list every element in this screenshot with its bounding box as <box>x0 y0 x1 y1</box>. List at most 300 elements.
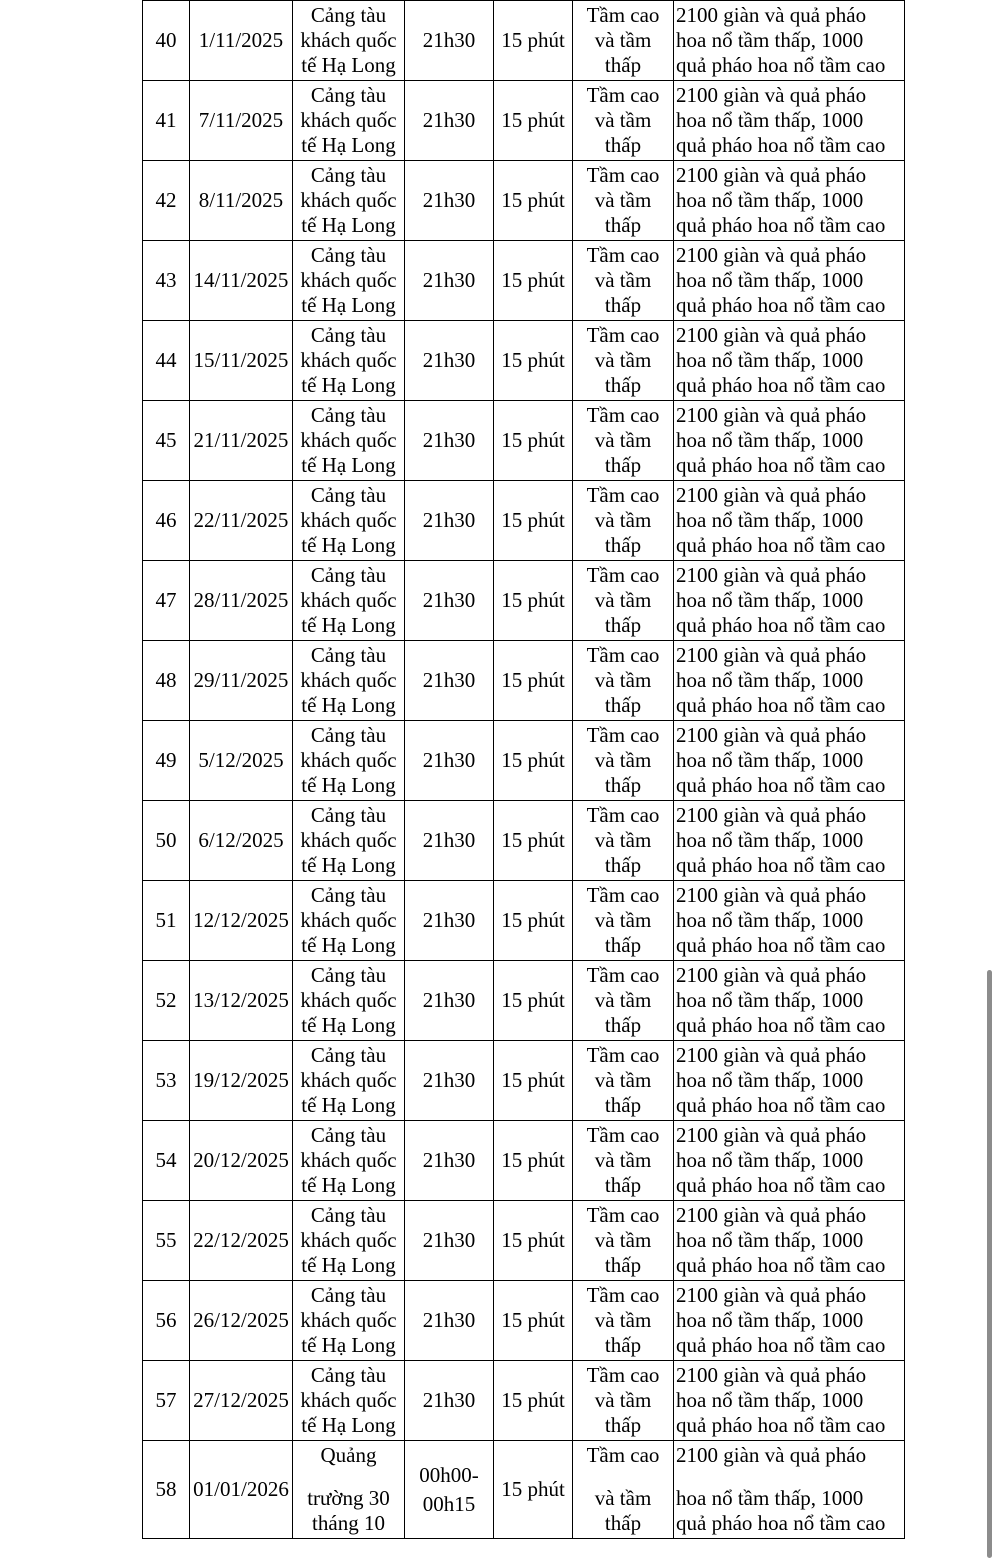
date-cell: 15/11/2025 <box>190 321 293 401</box>
table-row <box>143 881 905 961</box>
venue-cell-line: Cảng tàu <box>310 1283 387 1307</box>
venue-cell-line: tế Hạ Long <box>301 933 396 957</box>
venue-cell-line: khách quốc <box>300 508 397 532</box>
row-number-cell: 52 <box>143 961 190 1041</box>
venue-cell <box>293 1281 405 1361</box>
type-cell-line: Tầm cao <box>586 563 660 587</box>
date-cell: 7/11/2025 <box>190 81 293 161</box>
type-cell-line: và tầm <box>594 188 652 212</box>
venue-cell <box>293 401 405 481</box>
date-cell: 22/11/2025 <box>190 481 293 561</box>
table-row <box>143 481 905 561</box>
type-cell-line: Tầm cao <box>586 1203 660 1227</box>
type-cell-line: Tầm cao <box>586 403 660 427</box>
type-cell-line: Tầm cao <box>586 1363 660 1387</box>
description-cell <box>674 161 905 241</box>
type-cell-line: Tầm cao <box>586 163 660 187</box>
type-cell-line: và tầm <box>594 28 652 52</box>
row-number-cell: 41 <box>143 81 190 161</box>
table-row <box>143 401 905 481</box>
time-cell <box>405 1441 494 1539</box>
type-cell-line: Tầm cao <box>586 723 660 747</box>
time-cell-line: 21h30 <box>422 748 476 772</box>
duration-cell: 15 phút <box>494 1041 573 1121</box>
table-row <box>143 641 905 721</box>
description-cell-line: 2100 giàn và quả pháo <box>676 803 867 827</box>
type-cell-line: thấp <box>604 613 642 637</box>
venue-cell-line: Cảng tàu <box>310 403 387 427</box>
table-row <box>143 1121 905 1201</box>
type-cell-line: và tầm <box>594 1308 652 1332</box>
row-number-cell: 46 <box>143 481 190 561</box>
description-cell <box>674 1441 905 1539</box>
description-cell-line: quả pháo hoa nổ tầm cao <box>676 773 886 797</box>
description-cell-line: 2100 giàn và quả pháo <box>676 323 867 347</box>
type-cell-line: thấp <box>604 1413 642 1437</box>
description-cell-line: quả pháo hoa nổ tầm cao <box>676 853 886 877</box>
venue-cell-line: khách quốc <box>300 828 397 852</box>
date-cell: 27/12/2025 <box>190 1361 293 1441</box>
description-cell <box>674 961 905 1041</box>
time-cell <box>405 1121 494 1201</box>
duration-cell: 15 phút <box>494 241 573 321</box>
type-cell-line: Tầm cao <box>586 83 660 107</box>
duration-cell: 15 phút <box>494 1441 573 1539</box>
type-cell <box>573 961 674 1041</box>
description-cell <box>674 1041 905 1121</box>
type-cell <box>573 1201 674 1281</box>
venue-cell-line: Cảng tàu <box>310 723 387 747</box>
time-cell-line: 21h30 <box>422 1308 476 1332</box>
venue-cell-line: Cảng tàu <box>310 243 387 267</box>
type-cell-line: Tầm cao <box>586 1123 660 1147</box>
description-cell-line: quả pháo hoa nổ tầm cao <box>676 1013 886 1037</box>
type-cell <box>573 161 674 241</box>
venue-cell-line: Cảng tàu <box>310 483 387 507</box>
type-cell-line: thấp <box>604 1333 642 1357</box>
description-cell <box>674 801 905 881</box>
venue-cell <box>293 241 405 321</box>
venue-cell <box>293 801 405 881</box>
scrollbar-thumb[interactable] <box>987 970 992 1558</box>
time-cell <box>405 961 494 1041</box>
type-cell-line: thấp <box>604 1511 642 1535</box>
date-cell: 22/12/2025 <box>190 1201 293 1281</box>
type-cell-line: thấp <box>604 1253 642 1277</box>
type-cell <box>573 1441 674 1539</box>
time-cell <box>405 1 494 81</box>
type-cell-line: Tầm cao <box>586 1283 660 1307</box>
row-number-cell: 43 <box>143 241 190 321</box>
description-cell-line: 2100 giàn và quả pháo <box>676 1283 867 1307</box>
venue-cell <box>293 1121 405 1201</box>
table-row <box>143 1441 905 1539</box>
type-cell <box>573 1361 674 1441</box>
venue-cell <box>293 881 405 961</box>
venue-cell-line: tế Hạ Long <box>301 373 396 397</box>
type-cell-line: thấp <box>604 853 642 877</box>
description-cell-line: hoa nổ tầm thấp, 1000 <box>676 1308 864 1332</box>
type-cell-line: và tầm <box>594 588 652 612</box>
description-cell-line: 2100 giàn và quả pháo <box>676 483 867 507</box>
row-number-cell: 51 <box>143 881 190 961</box>
type-cell-line: và tầm <box>594 828 652 852</box>
description-cell-line: quả pháo hoa nổ tầm cao <box>676 53 886 77</box>
venue-cell-line: Cảng tàu <box>310 1123 387 1147</box>
description-cell-line: hoa nổ tầm thấp, 1000 <box>676 668 864 692</box>
row-number-cell: 53 <box>143 1041 190 1121</box>
type-cell-line: thấp <box>604 1173 642 1197</box>
fireworks-schedule-table <box>142 0 905 1539</box>
venue-cell-line: khách quốc <box>300 28 397 52</box>
venue-cell <box>293 721 405 801</box>
duration-cell: 15 phút <box>494 1 573 81</box>
time-cell <box>405 161 494 241</box>
duration-cell: 15 phút <box>494 81 573 161</box>
date-cell: 6/12/2025 <box>190 801 293 881</box>
venue-cell <box>293 1041 405 1121</box>
type-cell <box>573 801 674 881</box>
duration-cell: 15 phút <box>494 561 573 641</box>
description-cell-line: quả pháo hoa nổ tầm cao <box>676 1413 886 1437</box>
venue-cell-line: tế Hạ Long <box>301 1333 396 1357</box>
duration-cell: 15 phút <box>494 401 573 481</box>
description-cell <box>674 241 905 321</box>
type-cell-line: thấp <box>604 293 642 317</box>
time-cell-line: 21h30 <box>422 908 476 932</box>
description-cell-line: 2100 giàn và quả pháo <box>676 163 867 187</box>
type-cell-line: và tầm <box>594 1228 652 1252</box>
type-cell-line: Tầm cao <box>586 1043 660 1067</box>
venue-cell-line: Cảng tàu <box>310 83 387 107</box>
venue-cell-line: khách quốc <box>300 668 397 692</box>
venue-cell <box>293 961 405 1041</box>
time-cell <box>405 481 494 561</box>
row-number-cell: 50 <box>143 801 190 881</box>
description-cell-line: 2100 giàn và quả pháo <box>676 1363 867 1387</box>
venue-cell-line: khách quốc <box>300 748 397 772</box>
duration-cell: 15 phút <box>494 641 573 721</box>
type-cell-line: và tầm <box>594 908 652 932</box>
type-cell-line: Tầm cao <box>586 483 660 507</box>
time-cell <box>405 881 494 961</box>
time-cell-line: 21h30 <box>422 348 476 372</box>
row-number-cell: 44 <box>143 321 190 401</box>
venue-cell-line: Cảng tàu <box>310 1363 387 1387</box>
description-cell-line: hoa nổ tầm thấp, 1000 <box>676 268 864 292</box>
duration-cell: 15 phút <box>494 961 573 1041</box>
venue-cell <box>293 1441 405 1539</box>
time-cell <box>405 81 494 161</box>
description-cell-line: hoa nổ tầm thấp, 1000 <box>676 108 864 132</box>
table-row <box>143 1 905 81</box>
description-cell-line: quả pháo hoa nổ tầm cao <box>676 213 886 237</box>
table-row <box>143 1041 905 1121</box>
venue-cell-line: khách quốc <box>300 428 397 452</box>
description-cell-line: hoa nổ tầm thấp, 1000 <box>676 588 864 612</box>
table-row <box>143 161 905 241</box>
duration-cell: 15 phút <box>494 1121 573 1201</box>
type-cell <box>573 1 674 81</box>
description-cell <box>674 721 905 801</box>
venue-cell-line: tế Hạ Long <box>301 1413 396 1437</box>
description-cell <box>674 481 905 561</box>
description-cell-line: hoa nổ tầm thấp, 1000 <box>676 348 864 372</box>
time-cell <box>405 1201 494 1281</box>
description-cell <box>674 321 905 401</box>
time-cell-line: 21h30 <box>422 188 476 212</box>
description-cell-line: quả pháo hoa nổ tầm cao <box>676 533 886 557</box>
type-cell-line: và tầm <box>594 1148 652 1172</box>
description-cell <box>674 1361 905 1441</box>
time-cell-line: 21h30 <box>422 588 476 612</box>
venue-cell-line: khách quốc <box>300 988 397 1012</box>
table-row <box>143 1361 905 1441</box>
type-cell-line: thấp <box>604 933 642 957</box>
time-cell <box>405 1281 494 1361</box>
venue-cell <box>293 481 405 561</box>
date-cell: 20/12/2025 <box>190 1121 293 1201</box>
venue-cell-line: khách quốc <box>300 188 397 212</box>
time-cell-line: 21h30 <box>422 828 476 852</box>
duration-cell: 15 phút <box>494 321 573 401</box>
description-cell-line: hoa nổ tầm thấp, 1000 <box>676 28 864 52</box>
type-cell-line: thấp <box>604 773 642 797</box>
time-cell-line: 21h30 <box>422 508 476 532</box>
row-number-cell: 55 <box>143 1201 190 1281</box>
table-row <box>143 961 905 1041</box>
description-cell-line: 2100 giàn và quả pháo <box>676 883 867 907</box>
description-cell-line: quả pháo hoa nổ tầm cao <box>676 693 886 717</box>
description-cell-line: 2100 giàn và quả pháo <box>676 1043 867 1067</box>
type-cell <box>573 1041 674 1121</box>
type-cell-line: thấp <box>604 533 642 557</box>
date-cell: 13/12/2025 <box>190 961 293 1041</box>
description-cell <box>674 561 905 641</box>
table-row <box>143 321 905 401</box>
row-number-cell: 48 <box>143 641 190 721</box>
table-body <box>143 1 905 1539</box>
venue-cell-line: Cảng tàu <box>310 563 387 587</box>
row-number-cell: 49 <box>143 721 190 801</box>
description-cell-line: hoa nổ tầm thấp, 1000 <box>676 1068 864 1092</box>
venue-cell-line: khách quốc <box>300 908 397 932</box>
table-row <box>143 801 905 881</box>
date-cell: 26/12/2025 <box>190 1281 293 1361</box>
date-cell: 1/11/2025 <box>190 1 293 81</box>
row-number-cell: 58 <box>143 1441 190 1539</box>
time-cell-line: 21h30 <box>422 108 476 132</box>
description-cell <box>674 401 905 481</box>
time-cell-line: 21h30 <box>422 1228 476 1252</box>
type-cell-line: Tầm cao <box>586 963 660 987</box>
venue-cell-line: tế Hạ Long <box>301 773 396 797</box>
venue-cell-line: tế Hạ Long <box>301 533 396 557</box>
type-cell-line: và tầm <box>594 748 652 772</box>
date-cell: 19/12/2025 <box>190 1041 293 1121</box>
venue-cell-line: tế Hạ Long <box>301 53 396 77</box>
type-cell-line: thấp <box>604 453 642 477</box>
venue-cell <box>293 321 405 401</box>
description-cell-line: quả pháo hoa nổ tầm cao <box>676 373 886 397</box>
venue-cell-line: tế Hạ Long <box>301 213 396 237</box>
venue-cell-line: tế Hạ Long <box>301 1253 396 1277</box>
time-cell-line: 21h30 <box>422 988 476 1012</box>
description-cell-line: quả pháo hoa nổ tầm cao <box>676 1093 886 1117</box>
description-cell-line: quả pháo hoa nổ tầm cao <box>676 613 886 637</box>
type-cell-line: thấp <box>604 693 642 717</box>
venue-cell-line: tế Hạ Long <box>301 1173 396 1197</box>
time-cell <box>405 1361 494 1441</box>
duration-cell: 15 phút <box>494 481 573 561</box>
type-cell-line: và tầm <box>594 348 652 372</box>
time-cell-line: 21h30 <box>422 268 476 292</box>
type-cell-line: thấp <box>604 213 642 237</box>
type-cell <box>573 321 674 401</box>
row-number-cell: 54 <box>143 1121 190 1201</box>
venue-cell-line: tế Hạ Long <box>301 453 396 477</box>
venue-cell-line: Cảng tàu <box>310 3 387 27</box>
time-cell-line: 21h30 <box>422 428 476 452</box>
venue-cell-line: Cảng tàu <box>310 803 387 827</box>
venue-cell <box>293 1 405 81</box>
table-row <box>143 721 905 801</box>
description-cell <box>674 81 905 161</box>
venue-cell-line: trường 30 <box>307 1486 390 1510</box>
venue-cell-line: Cảng tàu <box>310 1043 387 1067</box>
type-cell-line: thấp <box>604 1013 642 1037</box>
date-cell: 12/12/2025 <box>190 881 293 961</box>
venue-cell-line: khách quốc <box>300 108 397 132</box>
table-row <box>143 1281 905 1361</box>
description-cell-line: hoa nổ tầm thấp, 1000 <box>676 828 864 852</box>
type-cell-line: Tầm cao <box>586 1443 660 1467</box>
description-cell-line: 2100 giàn và quả pháo <box>676 83 867 107</box>
type-cell <box>573 721 674 801</box>
venue-cell-line: Cảng tàu <box>310 963 387 987</box>
date-cell: 14/11/2025 <box>190 241 293 321</box>
venue-cell-line: Cảng tàu <box>310 643 387 667</box>
time-cell <box>405 321 494 401</box>
type-cell-line: Tầm cao <box>586 883 660 907</box>
venue-cell-line: khách quốc <box>300 1388 397 1412</box>
venue-cell-line: Cảng tàu <box>310 163 387 187</box>
venue-cell-line: khách quốc <box>300 1308 397 1332</box>
venue-cell <box>293 1361 405 1441</box>
venue-cell-line: khách quốc <box>300 348 397 372</box>
venue-cell-line: tế Hạ Long <box>301 693 396 717</box>
type-cell <box>573 881 674 961</box>
type-cell <box>573 641 674 721</box>
description-cell-line: 2100 giàn và quả pháo <box>676 1443 867 1467</box>
venue-cell-line: Cảng tàu <box>310 1203 387 1227</box>
type-cell-line: và tầm <box>594 668 652 692</box>
duration-cell: 15 phút <box>494 801 573 881</box>
row-number-cell: 47 <box>143 561 190 641</box>
venue-cell <box>293 641 405 721</box>
time-cell-line: 00h15 <box>422 1491 476 1516</box>
time-cell-line: 21h30 <box>422 668 476 692</box>
description-cell-line: quả pháo hoa nổ tầm cao <box>676 1333 886 1357</box>
type-cell-line: và tầm <box>594 268 652 292</box>
venue-cell-line: Quảng <box>320 1443 377 1467</box>
type-cell <box>573 81 674 161</box>
row-number-cell: 42 <box>143 161 190 241</box>
time-cell <box>405 241 494 321</box>
venue-cell-line: tháng 10 <box>312 1511 385 1535</box>
type-cell-line: và tầm <box>594 428 652 452</box>
time-cell <box>405 721 494 801</box>
description-cell-line: hoa nổ tầm thấp, 1000 <box>676 1228 864 1252</box>
venue-cell <box>293 161 405 241</box>
description-cell <box>674 1201 905 1281</box>
time-cell <box>405 1041 494 1121</box>
type-cell-line: và tầm <box>594 1068 652 1092</box>
row-number-cell: 57 <box>143 1361 190 1441</box>
duration-cell: 15 phút <box>494 1281 573 1361</box>
type-cell <box>573 481 674 561</box>
type-cell-line: thấp <box>604 133 642 157</box>
venue-cell-line: tế Hạ Long <box>301 1013 396 1037</box>
description-cell-line: 2100 giàn và quả pháo <box>676 963 867 987</box>
time-cell <box>405 561 494 641</box>
description-cell-line: 2100 giàn và quả pháo <box>676 723 867 747</box>
time-cell-line: 21h30 <box>422 1068 476 1092</box>
description-cell-line: 2100 giàn và quả pháo <box>676 1123 867 1147</box>
row-number-cell: 56 <box>143 1281 190 1361</box>
time-cell-line: 00h00- <box>419 1462 479 1487</box>
type-cell-line: Tầm cao <box>586 323 660 347</box>
type-cell-line: thấp <box>604 1093 642 1117</box>
description-cell <box>674 1 905 81</box>
type-cell-line: và tầm <box>594 988 652 1012</box>
duration-cell: 15 phút <box>494 1361 573 1441</box>
description-cell-line: hoa nổ tầm thấp, 1000 <box>676 908 864 932</box>
time-cell-line: 21h30 <box>422 28 476 52</box>
type-cell-line: Tầm cao <box>586 243 660 267</box>
description-cell-line: hoa nổ tầm thấp, 1000 <box>676 188 864 212</box>
type-cell-line: Tầm cao <box>586 803 660 827</box>
table-row <box>143 1201 905 1281</box>
duration-cell: 15 phút <box>494 881 573 961</box>
description-cell-line: quả pháo hoa nổ tầm cao <box>676 293 886 317</box>
description-cell-line: hoa nổ tầm thấp, 1000 <box>676 988 864 1012</box>
description-cell <box>674 1121 905 1201</box>
type-cell <box>573 1281 674 1361</box>
description-cell-line: hoa nổ tầm thấp, 1000 <box>676 508 864 532</box>
type-cell <box>573 1121 674 1201</box>
description-cell-line: quả pháo hoa nổ tầm cao <box>676 1511 886 1535</box>
date-cell: 28/11/2025 <box>190 561 293 641</box>
type-cell <box>573 241 674 321</box>
description-cell <box>674 641 905 721</box>
description-cell-line: hoa nổ tầm thấp, 1000 <box>676 428 864 452</box>
description-cell-line: hoa nổ tầm thấp, 1000 <box>676 1486 864 1510</box>
venue-cell-line: tế Hạ Long <box>301 1093 396 1117</box>
venue-cell-line: khách quốc <box>300 1148 397 1172</box>
type-cell-line: Tầm cao <box>586 3 660 27</box>
venue-cell-line: tế Hạ Long <box>301 613 396 637</box>
description-cell-line: quả pháo hoa nổ tầm cao <box>676 453 886 477</box>
description-cell-line: 2100 giàn và quả pháo <box>676 243 867 267</box>
date-cell: 5/12/2025 <box>190 721 293 801</box>
description-cell-line: quả pháo hoa nổ tầm cao <box>676 133 886 157</box>
description-cell <box>674 881 905 961</box>
venue-cell-line: Cảng tàu <box>310 323 387 347</box>
venue-cell-line: khách quốc <box>300 1228 397 1252</box>
type-cell-line: và tầm <box>594 108 652 132</box>
time-cell <box>405 801 494 881</box>
